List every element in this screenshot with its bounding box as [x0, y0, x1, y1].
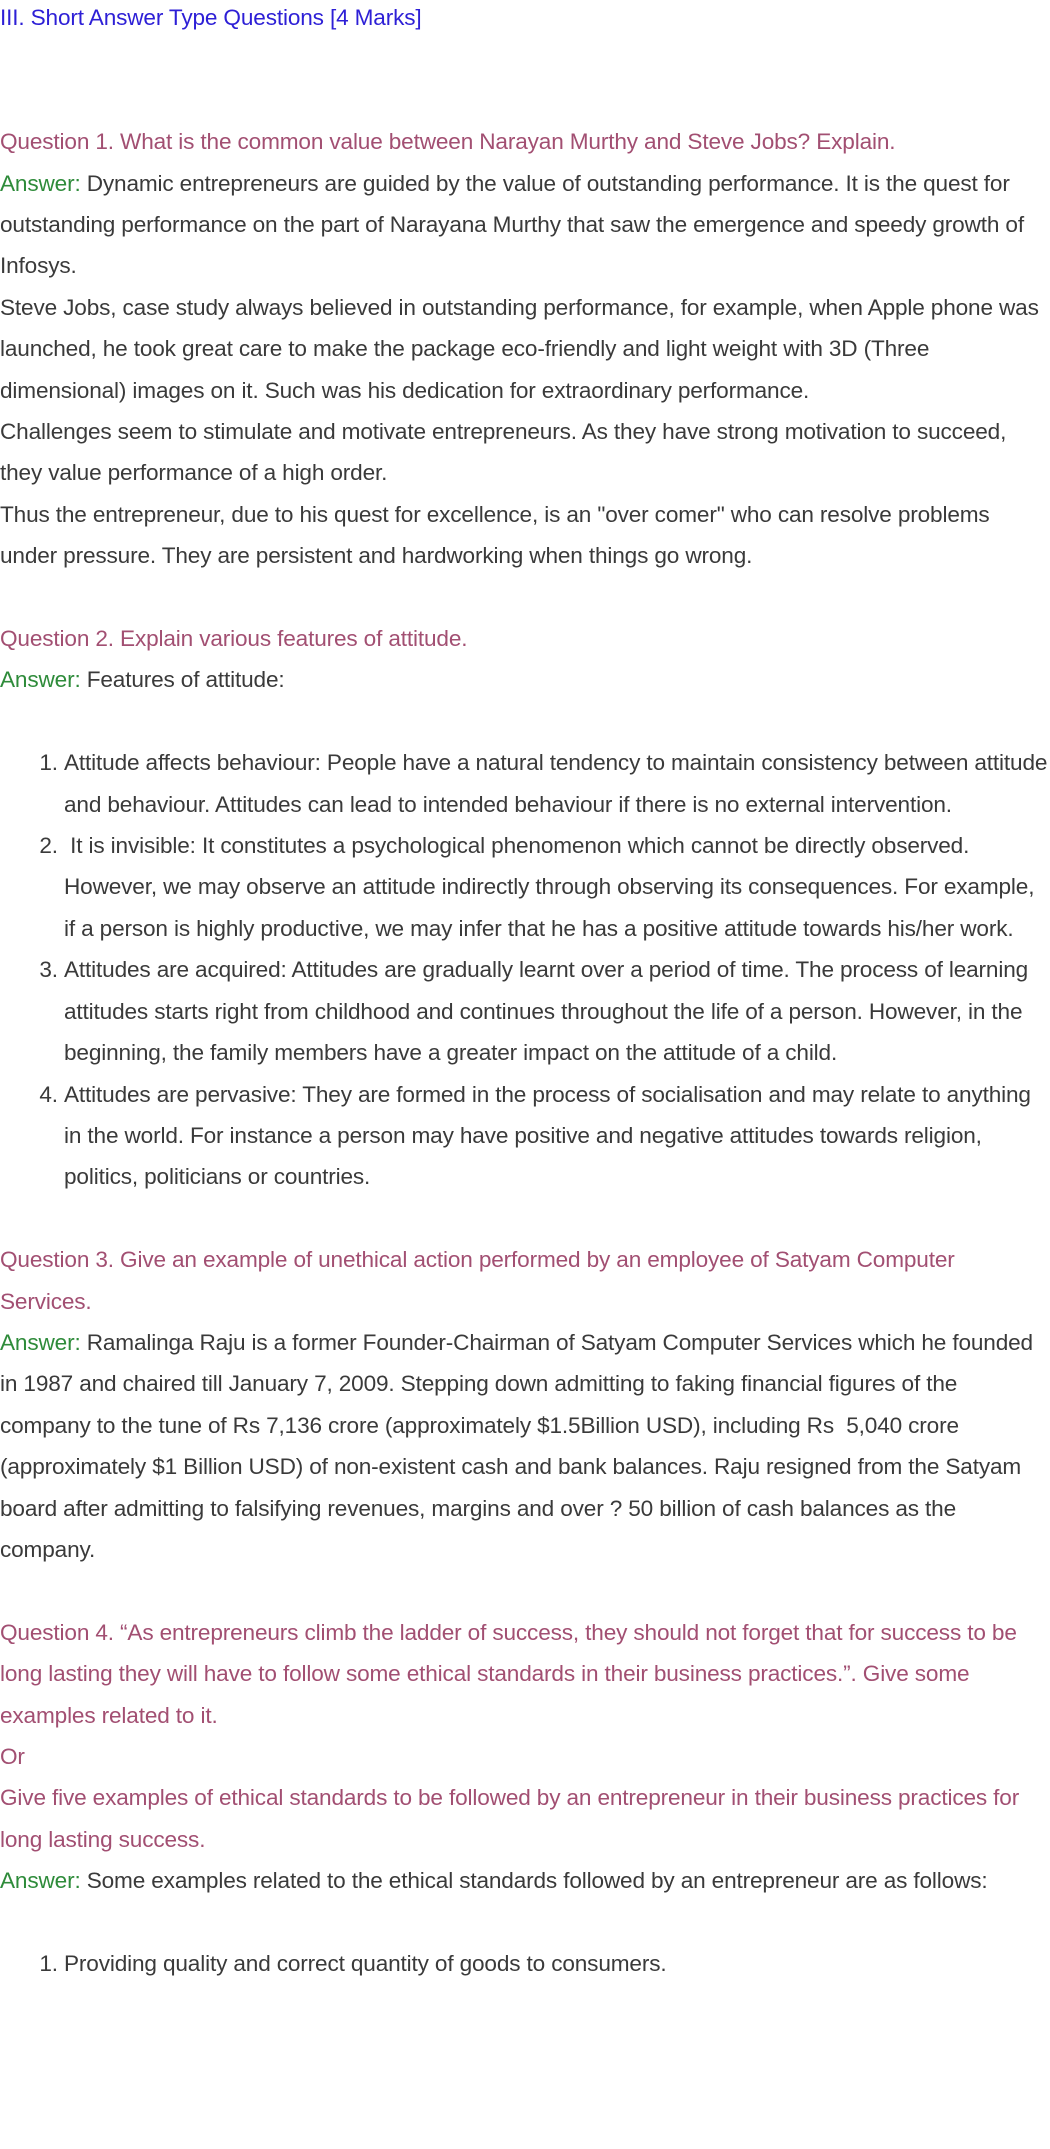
spacer [0, 701, 1050, 742]
question-4-block [0, 1612, 1050, 1985]
spacer [0, 38, 1050, 121]
spacer [0, 1902, 1050, 1943]
answer-1-paragraph-2: Steve Jobs, case study always believed in outstanding performance, for example, when Apple phone was launched, he took great care to make the package eco-friendly and light weight with 3D (Three dimensional) images on it. Such was his dedication for extraordinary performance. [0, 294, 1039, 403]
question-4-alt-title: Give five examples of ethical standards to be followed by an entrepreneur in their business practices for long lasting success. [0, 1785, 1020, 1852]
question-4-title: Question 4. “As entrepreneurs climb the ladder of success, they should not forget that for success to be long lasting they will have to follow some ethical standards in their business practices.”. Give some examples related to it. [0, 1619, 1017, 1728]
answer-text: Ramalinga Raju is a former Founder-Chairman of Satyam Computer Services which he founded in 1987 and chaired till January 7, 2009. Stepping down admitting to faking financial figures of the company to the tune of Rs 7,136 crore (approximately $1.5Billion USD), including Rs 5,040 crore (approximately $1 Billion USD) of non-existent cash and bank balances. Raju resigned from the Satyam board after admitting to falsifying revenues, margins and over ? 50 billion of cash balances as the company. [0, 1329, 1040, 1562]
section-heading: III. Short Answer Type Questions [4 Marks] [0, 5, 422, 30]
answer-1-paragraph-3: Challenges seem to stimulate and motivate entrepreneurs. As they have strong motivation to succeed, they value performance of a high order. [0, 419, 1007, 486]
answer-1-paragraph-4: Thus the entrepreneur, due to his quest for excellence, is an "over comer" who can resolve problems under pressure. They are persistent and hardworking when things go wrong. [0, 501, 990, 569]
answer-3 [0, 1322, 1050, 1570]
answer-2-intro [0, 659, 1050, 700]
question-2-block [0, 618, 1050, 1198]
answer-label: Answer: [0, 170, 81, 196]
question-3-block [0, 1239, 1050, 1570]
ethical-standards-list [0, 1943, 1050, 1984]
question-1-block [0, 121, 1050, 576]
list-item: 1. Attitude affects behaviour: People have a natural tendency to maintain consistency between attitude and behaviour. Attitudes can lead to intended behaviour if there is no external intervention. [64, 742, 1050, 825]
attitude-features-list [0, 742, 1050, 1197]
question-1-title: Question 1. What is the common value between Narayan Murthy and Steve Jobs? Explain. [0, 129, 896, 155]
list-item: 3. Attitudes are acquired: Attitudes are gradually learnt over a period of time. The process of learning attitudes starts right from childhood and continues throughout the life of a person. However, in the beginning, the family members have a greater impact on the attitude of a child. [64, 949, 1050, 1073]
list-item: 4. Attitudes are pervasive: They are formed in the process of socialisation and may relate to anything in the world. For instance a person may have positive and negative attitudes towards religion, politics, politicians or countries. [64, 1074, 1050, 1198]
list-item: 2. It is invisible: It constitutes a psychological phenomenon which cannot be directly observed. However, we may observe an attitude indirectly through observing its consequences. For example, if a person is highly productive, we may infer that he has a positive attitude towards his/her work. [64, 825, 1050, 949]
spacer [0, 1198, 1050, 1239]
answer-1-paragraph-1 [0, 163, 1050, 287]
answer-4-intro [0, 1860, 1050, 1901]
answer-label: Answer: [0, 667, 81, 693]
answer-text: Dynamic entrepreneurs are guided by the value of outstanding performance. It is the quest for outstanding performance on the part of Narayana Murthy that saw the emergence and speedy growth of Infosys. [0, 170, 1024, 279]
answer-label: Answer: [0, 1868, 81, 1894]
question-3-title: Question 3. Give an example of unethical action performed by an employee of Satyam Computer Services. [0, 1247, 955, 1314]
spacer [0, 577, 1050, 618]
list-item: 1. Providing quality and correct quantity of goods to consumers. [64, 1943, 1050, 1984]
answer-label: Answer: [0, 1329, 81, 1355]
question-4-or: Or [0, 1743, 25, 1769]
answer-text: Features of attitude: [86, 667, 285, 693]
answer-text: Some examples related to the ethical standards followed by an entrepreneur are as follows: [86, 1868, 988, 1894]
spacer [0, 1570, 1050, 1611]
question-2-title: Question 2. Explain various features of attitude. [0, 626, 468, 652]
